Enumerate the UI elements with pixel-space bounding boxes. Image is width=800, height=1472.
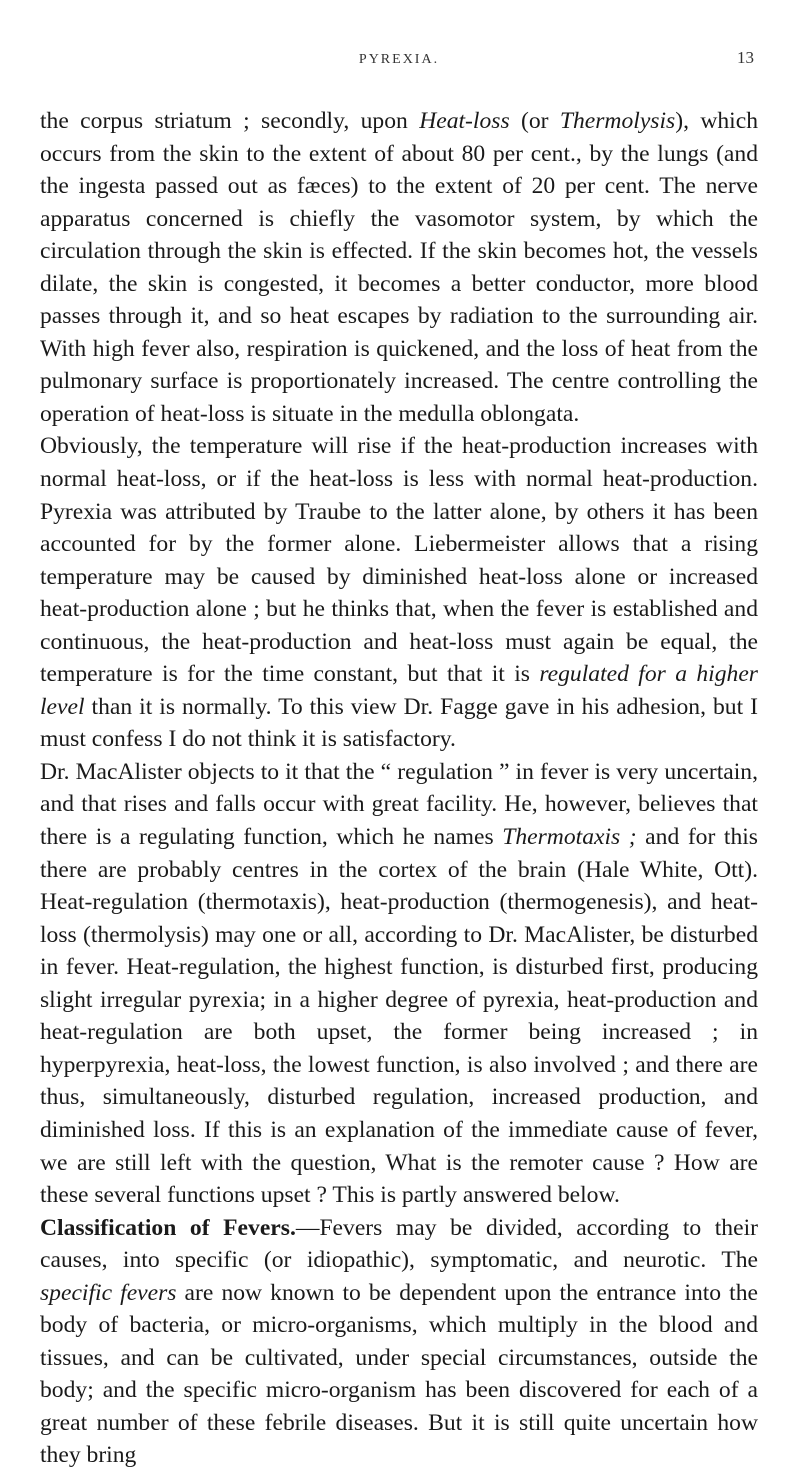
text-span: (or <box>509 108 560 134</box>
term-thermotaxis: Thermotaxis ; <box>502 824 637 851</box>
term-specific-fevers: specific fevers <box>40 1279 177 1306</box>
text-span: —Fevers may be divided, according to their causes, into specific (or idiopathic), symptomatic, and neurotic. The <box>40 1214 758 1274</box>
paragraph-2 <box>40 430 758 755</box>
emphasis-regulated: regulated for a higher level <box>40 661 758 720</box>
text-span: Obviously, the temperature will rise if the heat-production increases with normal heat-loss, or if the heat-loss is less with normal heat-production. Pyrexia was attributed by Traube to the latter alone, by others it has been accounted for by the former alone. Liebermeister allows that a rising temperature may be caused by diminished heat-loss alone or increased heat-production alone ; but he thinks that, when the fever is established and continuous, the heat-production and heat-loss must again be equal, the temperature is for the time constant, but that it is <box>40 433 758 688</box>
section-heading-classification: Classification of Fevers. <box>40 1214 296 1241</box>
text-span: are now known to be dependent upon the entrance into the body of bacteria, or micro-organisms, which multiply in the blood and tissues, and can be cultivated, under special circumstances, outside the body; and the specific micro-organism has been discovered for each of a great number of these febrile diseases. But it is still quite uncertain how they bring <box>40 1279 758 1469</box>
text-span: ), which occurs from the skin to the extent of about 80 per cent., by the lungs (and the ingesta passed out as fæces) to the extent of 20 per cent. The nerve apparatus concerned is chiefly the vasomotor system, by which the circulation through the skin is effected. If the skin becomes hot, the vessels dilate, the skin is congested, it becomes a better conductor, more blood passes through it, and so heat escapes by radiation to the surrounding air. With high fever also, respiration is quickened, and the loss of heat from the pulmonary surface is proportionately increased. The centre controlling the operation of heat-loss is situate in the medulla oblongata. <box>40 108 758 427</box>
text-span: and for this there are probably centres in the cortex of the brain (Hale White, Ott). Heat-regulation (thermotaxis), heat-production (thermogenesis), and heat-loss (thermolysis) may one or all, according to Dr. MacAlister, be disturbed in fever. Heat-regulation, the highest function, is disturbed first, producing slight irregular pyrexia; in a higher degree of pyrexia, heat-production and heat-regulation are both upset, the former being increased ; in hyperpyrexia, heat-loss, the lowest function, is also involved ; and there are thus, simultaneously, disturbed regulation, increased production, and diminished loss. If this is an explanation of the immediate cause of fever, we are still left with the question, What is the remoter cause ? How are these several functions upset ? This is partly answered below. <box>40 824 758 1209</box>
running-head <box>40 0 758 67</box>
paragraph-3 <box>40 756 758 1212</box>
term-thermolysis: Thermolysis <box>559 108 676 134</box>
text-span: than it is normally. To this view Dr. Fagge gave in his adhesion, but I must confess I do not think it is satisfactory. <box>40 693 758 753</box>
body-text <box>40 105 758 1472</box>
text-span: the corpus striatum ; secondly, upon <box>40 108 420 134</box>
running-title: PYREXIA. <box>358 52 440 67</box>
text-span: Dr. MacAlister objects to it that the “ regulation ” in fever is very uncertain, and that rises and falls occur with great facility. He, however, believes that there is a regulating function, which he names <box>40 758 758 851</box>
term-heat-loss: Heat-loss <box>419 108 510 134</box>
paragraph-1 <box>40 105 758 430</box>
page-number: 13 <box>737 48 754 67</box>
paragraph-4 <box>40 1212 758 1472</box>
